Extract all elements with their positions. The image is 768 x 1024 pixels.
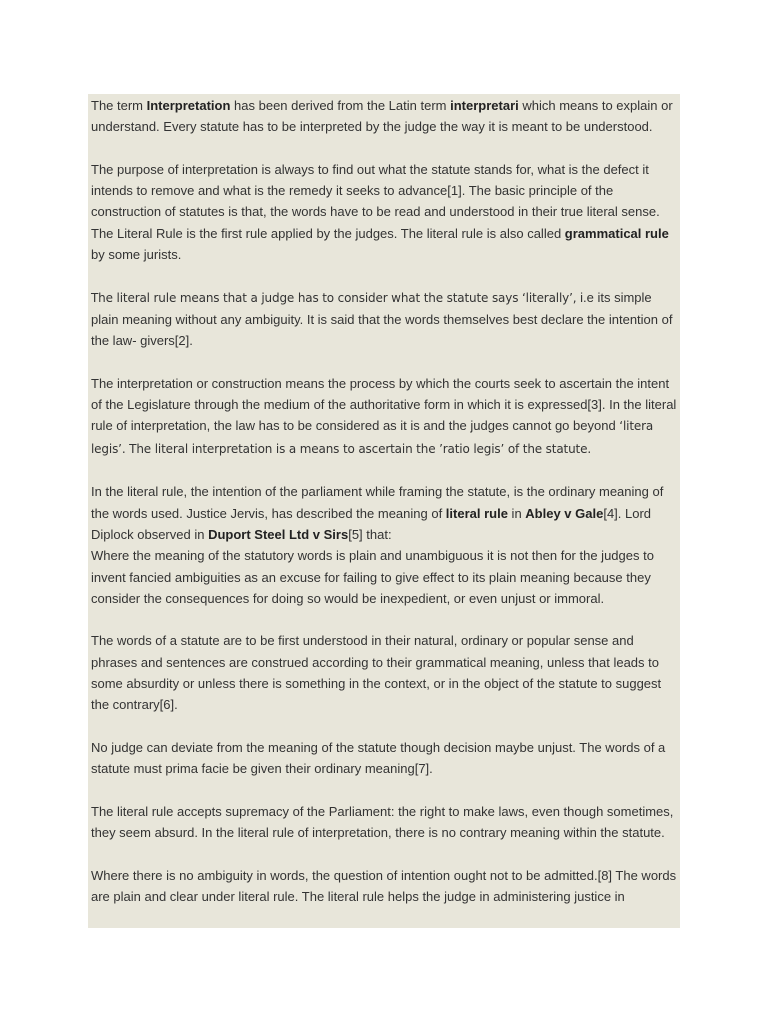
text-segment: The literal rule means that a judge has to consider what the statute says ‘literally’, <box>91 290 581 305</box>
bold-term-interpretari: interpretari <box>450 98 519 113</box>
document-body <box>91 94 677 907</box>
case-name-abley-v-gale: Abley v Gale <box>525 505 604 521</box>
paragraph-gap <box>91 265 677 286</box>
case-name-duport-steel: Duport Steel Ltd v Sirs <box>208 526 349 542</box>
paragraph-5 <box>91 481 677 609</box>
paragraph-8 <box>91 801 677 844</box>
text-segment: The literal rule accepts supremacy of the Parliament: the right to make laws, even though sometimes, they seem absurd. In the literal rule of interpretation, there is no contrary meaning within the statute. <box>91 803 674 841</box>
paragraph-3 <box>91 287 677 352</box>
document-page <box>88 94 680 928</box>
text-segment: No judge can deviate from the meaning of the statute though decision maybe unjust. The words of a statute must prima facie be given their ordinary meaning[7]. <box>91 739 666 777</box>
text-segment: The term <box>91 98 147 113</box>
quote-segment: Where the meaning of the statutory words is plain and unambiguous it is not then for the judges to invent fancied ambiguities as an excuse for failing to give effect to its plain meaning because they consider the consequences for doing so would be inexpedient, or even unjust or immoral. <box>91 548 654 606</box>
paragraph-gap <box>91 780 677 801</box>
text-segment: The purpose of interpretation is always to find out what the statute stands for, what is the defect it intends to remove and what is the remedy it seeks to advance[1]. The basic principle of the construction of statutes is that, the words have to be read and understood in their true literal sense. The Literal Rule is the first rule applied by the judges. The literal rule is also called <box>91 161 660 241</box>
paragraph-gap <box>91 609 677 630</box>
text-segment: by some jurists. <box>91 247 182 263</box>
paragraph-gap <box>91 716 677 737</box>
text-segment: which means to explain or understand. Every statute has to be interpreted by the judge the way it is meant to be understood. <box>91 98 673 135</box>
paragraph-gap <box>91 352 677 373</box>
paragraph-4 <box>91 373 677 460</box>
text-segment: [4]. Lord Diplock observed in <box>91 505 652 542</box>
paragraph-2 <box>91 159 677 265</box>
paragraph-7 <box>91 737 677 780</box>
text-segment: The words of a statute are to be first understood in their natural, ordinary or popular sense and phrases and sentences are construed according to their grammatical meaning, unless that leads to some absurdity or unless there is something in the context, or in the object of the statute to suggest the contrary[6]. <box>91 633 662 713</box>
text-segment: ‘litera legis’. The literal interpretation is a means to ascertain the ’ratio legis’ of the statute. <box>91 419 654 456</box>
text-segment: in <box>507 505 526 521</box>
bold-term-interpretation: Interpretation <box>146 98 231 113</box>
bold-term-grammatical-rule: grammatical rule <box>564 225 669 241</box>
paragraph-gap <box>91 460 677 481</box>
text-segment: In the literal rule, the intention of the parliament while framing the statute, is the ordinary meaning of the words used. Justice Jervis, has described the meaning of <box>91 484 664 521</box>
bold-term-literal-rule: literal rule <box>445 505 508 521</box>
text-segment: i.e its simple plain meaning without any ambiguity. It is said that the words themselves best declare the intention of the law- givers[2]. <box>91 289 673 349</box>
paragraph-gap <box>91 843 677 864</box>
text-segment: Where there is no ambiguity in words, the question of intention ought not to be admitted.[8] The words are plain and clear under literal rule. The literal rule helps the judge in administering justice in <box>91 867 677 904</box>
text-segment: [5] that: <box>348 526 392 542</box>
text-segment: has been derived from the Latin term <box>230 98 451 113</box>
paragraph-gap <box>91 138 677 159</box>
paragraph-6 <box>91 630 677 715</box>
paragraph-9 <box>91 865 677 908</box>
paragraph-1 <box>91 95 677 138</box>
text-segment: The interpretation or construction means the process by which the courts seek to ascertain the intent of the Legislature through the medium of the authoritative form in which it is expressed[3]. In the literal rule of interpretation, the law has to be considered as it is and the judges cannot go beyond <box>91 375 677 434</box>
